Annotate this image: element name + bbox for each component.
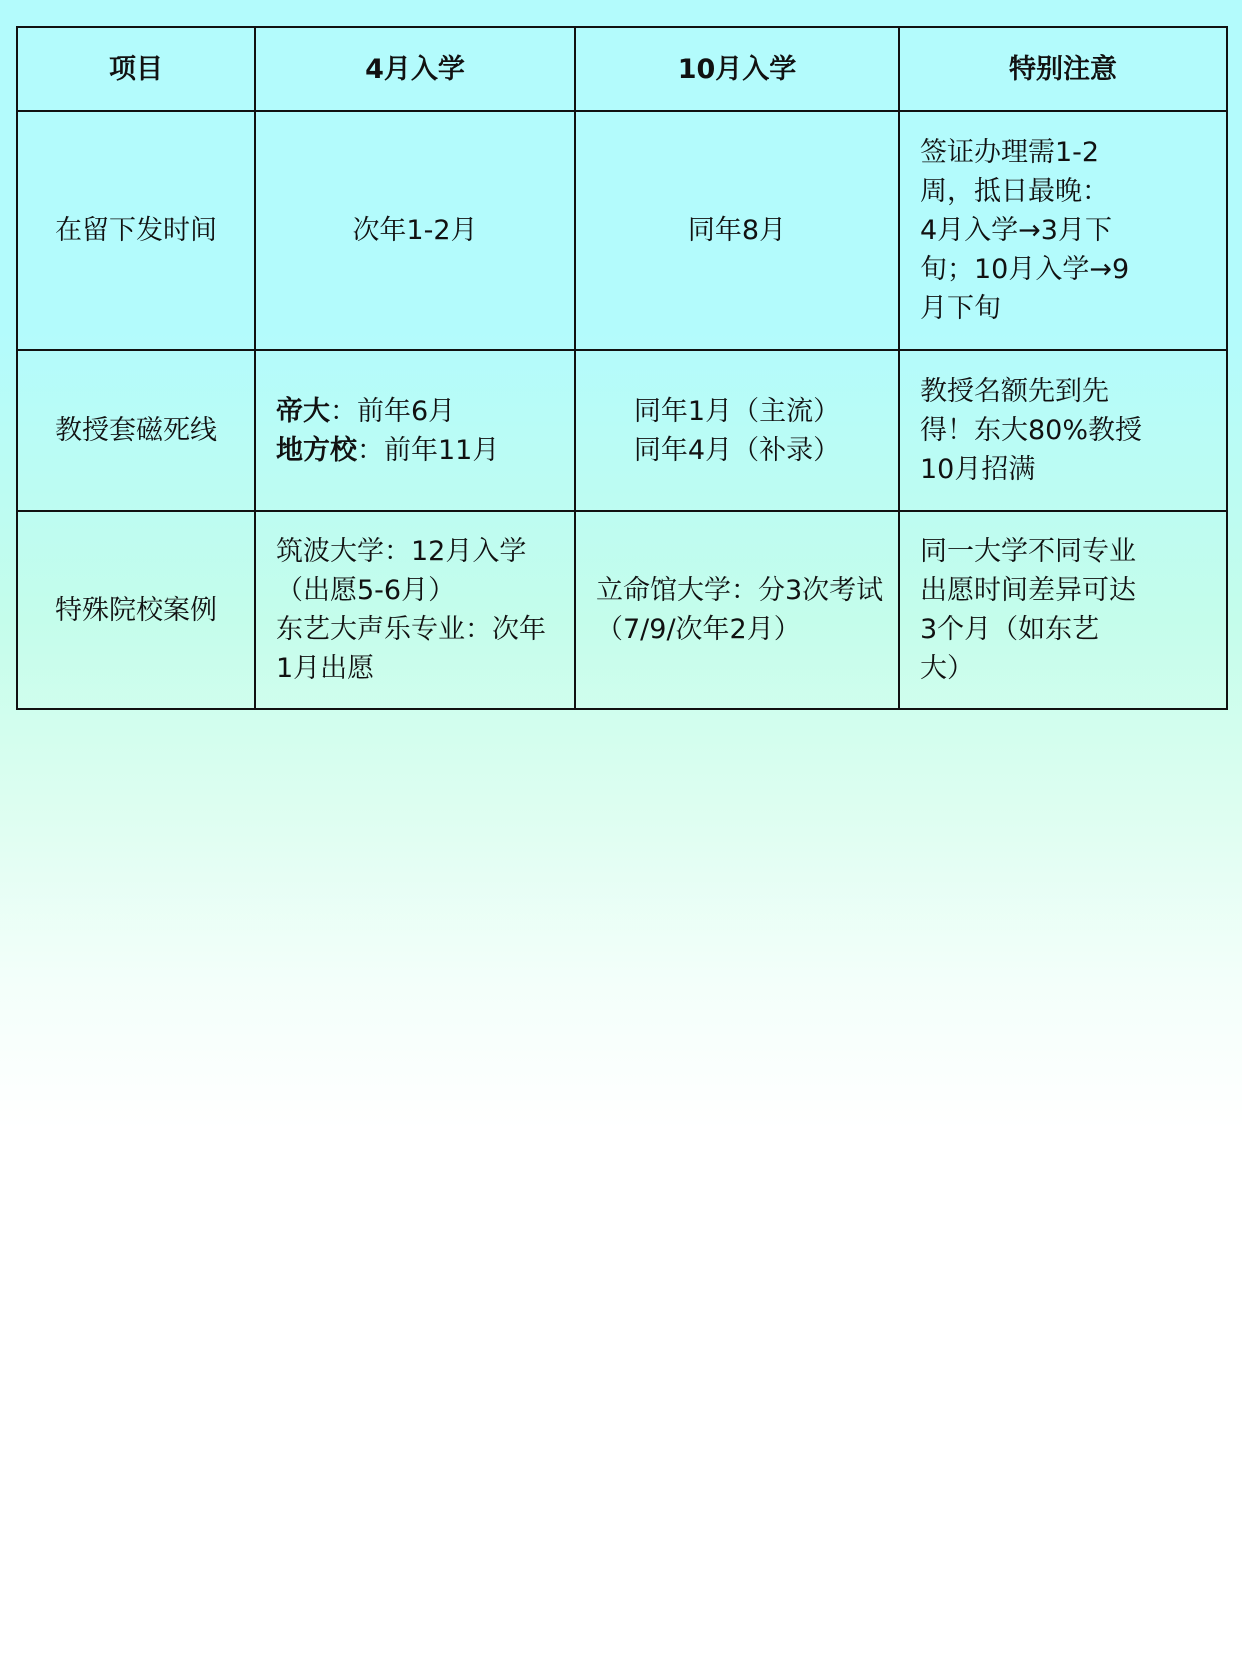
april-line xyxy=(276,431,554,470)
header-item: 项目 xyxy=(17,27,255,111)
note-line: 月下旬 xyxy=(920,293,1001,324)
april-line: （出愿5-6月） xyxy=(276,575,456,606)
april-cell xyxy=(255,511,575,709)
note-line: 3个月（如东艺 xyxy=(920,614,1100,645)
october-cell: 同年8月 xyxy=(575,111,899,350)
note-cell xyxy=(899,511,1227,709)
april-line: 东艺大声乐专业：次年 xyxy=(276,614,546,645)
april-line-separator: ： xyxy=(357,434,384,466)
table-row xyxy=(17,350,1227,511)
table-row xyxy=(17,111,1227,350)
october-line: 立命馆大学：分3次考试 xyxy=(596,575,884,606)
header-special-notes: 特别注意 xyxy=(899,27,1227,111)
april-line-text: 前年6月 xyxy=(357,395,456,427)
row-label: 在留下发时间 xyxy=(17,111,255,350)
note-line: 大） xyxy=(920,653,974,684)
april-line xyxy=(276,392,554,431)
table-row xyxy=(17,511,1227,709)
header-october-intake: 10月入学 xyxy=(575,27,899,111)
note-line: 周，抵日最晚： xyxy=(920,176,1109,207)
table-header-row xyxy=(17,27,1227,111)
april-cell: 次年1-2月 xyxy=(255,111,575,350)
april-line-separator: ： xyxy=(330,395,357,427)
april-line: 筑波大学：12月入学 xyxy=(276,536,527,567)
note-line: 签证办理需1-2 xyxy=(920,137,1100,168)
october-cell xyxy=(575,511,899,709)
row-label: 特殊院校案例 xyxy=(17,511,255,709)
row-label: 教授套磁死线 xyxy=(17,350,255,511)
april-line: 1月出愿 xyxy=(276,653,375,684)
schedule-table-container xyxy=(16,26,1226,710)
note-line: 教授名额先到先 xyxy=(920,376,1109,407)
admission-schedule-table xyxy=(16,26,1228,710)
april-line-label: 帝大 xyxy=(276,395,330,427)
note-line: 4月入学→3月下 xyxy=(920,215,1112,246)
note-line: 得！东大80%教授 xyxy=(920,415,1143,446)
april-line-text: 前年11月 xyxy=(384,434,500,466)
october-cell xyxy=(575,350,899,511)
october-line: （7/9/次年2月） xyxy=(596,614,801,645)
note-line: 出愿时间差异可达 xyxy=(920,575,1136,606)
header-april-intake: 4月入学 xyxy=(255,27,575,111)
note-cell xyxy=(899,350,1227,511)
note-line: 旬；10月入学→9 xyxy=(920,254,1130,285)
april-line-label: 地方校 xyxy=(276,434,357,466)
october-line: 同年4月（补录） xyxy=(633,434,841,466)
april-cell xyxy=(255,350,575,511)
october-line: 同年1月（主流） xyxy=(633,395,841,427)
note-cell xyxy=(899,111,1227,350)
note-line: 10月招满 xyxy=(920,454,1036,485)
note-line: 同一大学不同专业 xyxy=(920,536,1136,567)
